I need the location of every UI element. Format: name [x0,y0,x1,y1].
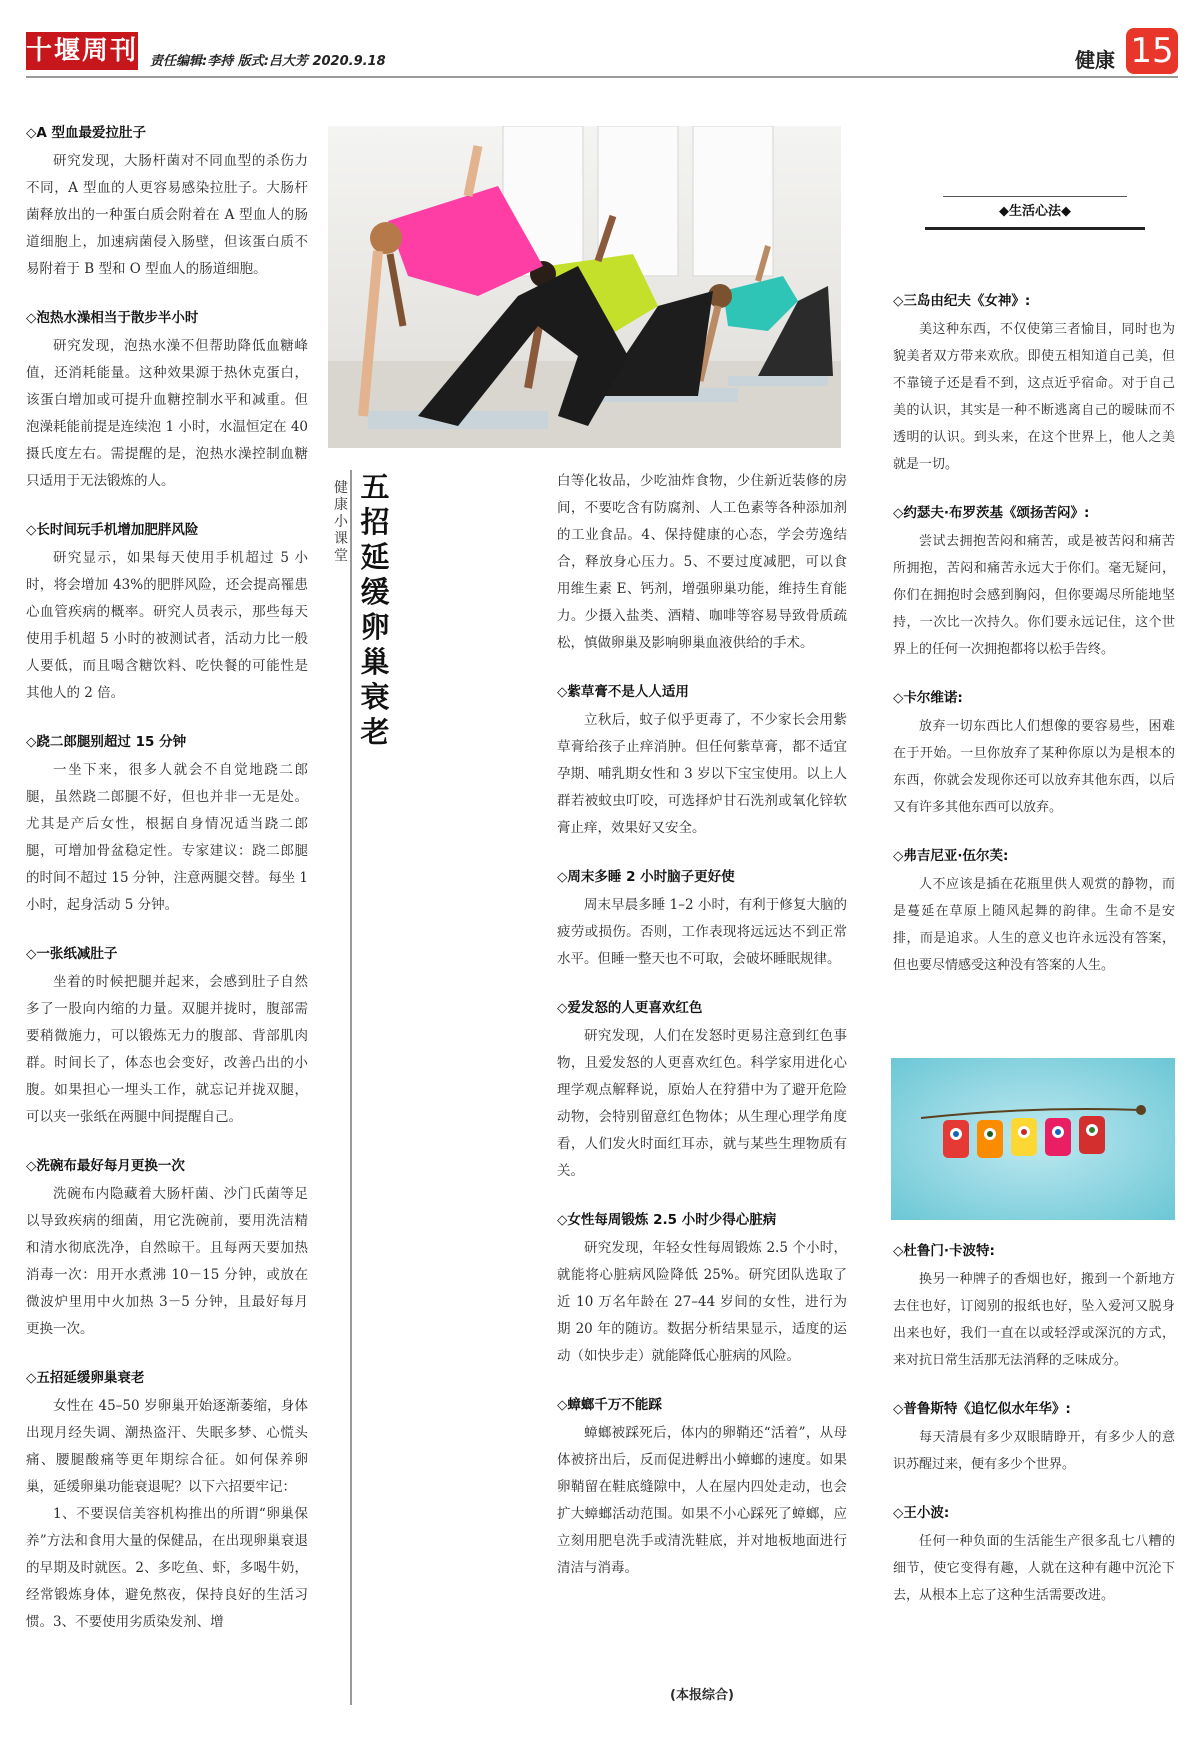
article-heading: ◇女性每周锻炼 2.5 小时少得心脏病 [557,1212,777,1228]
quote-author: ◇王小波: [893,1505,950,1521]
article-body: 研究显示，如果每天使用手机超过 5 小时，将会增加 43%的肥胖风险，还会提高罹患心血管疾病的概率。研究人员表示，那些每天使用手机超 5 小时的被测试者，活动力比一般人要低，而且喝含糖饮料、吃快餐的可能性是其他人的 2 倍。 [26,550,308,701]
article-comfrey-ointment [557,681,847,842]
quote-author: ◇卡尔维诺: [893,690,963,706]
article-heading: ◇五招延缓卵巢衰老 [26,1370,145,1386]
article-heading: ◇爱发怒的人更喜欢红色 [557,1000,703,1016]
article-anger-red [557,997,847,1185]
yoga-photo [328,126,841,448]
article-body: 坐着的时候把腿并起来，会感到肚子自然多了一股向内缩的力量。双腿并拢时，腹部需要稍微施力，可以锻炼无力的腹部、背部肌肉群。时间长了，体态也会变好，改善凸出的小腹。如果担心一埋头工作，就忘记并拢双腿，可以夹一张纸在两腿中间提醒自己。 [26,974,308,1125]
article-weekend-sleep [557,866,847,973]
column-divider [350,470,352,1705]
article-body: 蟑螂被踩死后，体内的卵鞘还“活着”，从母体被挤出后，反而促进孵出小蟑螂的速度。如果卵鞘留在鞋底缝隙中，人在屋内四处走动，也会扩大蟑螂活动范围。如果不小心踩死了蟑螂，应立刻用肥皂洗手或清洗鞋底，并对地板地面进行清洁与消毒。 [557,1425,847,1576]
article-body: 一坐下来，很多人就会不自觉地跷二郎腿，虽然跷二郎腿不好，但也并非一无是处。尤其是产后女性，根据自身情况适当跷二郎腿，可增加骨盆稳定性。专家建议：跷二郎腿的时间不超过 15 分钟，注意两腿交替。每坐 1 小时，起身活动 5 分钟。 [26,762,308,913]
article-ovary-continued [557,468,847,657]
quote-calvino [893,687,1175,821]
article-cockroach [557,1394,847,1582]
middle-column [557,468,847,1606]
masthead-logo: 十堰周刊 [26,32,138,70]
quote-text: 放弃一切东西比人们想像的要容易些，困难在于开始。一旦你放弃了某种你原以为是根本的东西，你就会发现你还可以放弃其他东西，以后又有许多其他东西可以放弃。 [893,719,1175,815]
carp-flags-photo [891,1058,1175,1220]
article-dish-cloth [26,1155,308,1343]
article-heading: ◇一张纸减肚子 [26,946,118,962]
quote-woolf [893,845,1175,979]
article-body: 研究发现，年轻女性每周锻炼 2.5 个小时，就能将心脏病风险降低 25%。研究团队选取了近 10 万名年龄在 27–44 岁间的女性，进行为期 20 年的随访。数据分析结果显示，适度的运动（如快步走）就能降低心脏病的风险。 [557,1240,847,1364]
article-crossed-legs [26,731,308,919]
source-note: (本报综合) [670,1688,734,1703]
header-rule-bottom [925,227,1145,230]
article-heading: ◇A 型血最爱拉肚子 [26,125,147,141]
article-paper-belly [26,943,308,1131]
article-body: 白等化妆品，少吃油炸食物，少住新近装修的房间，不要吃含有防腐剂、人工色素等各种添加剂的工业食品。4、保持健康的心态，学会劳逸结合，释放身心压力。5、不要过度减肥，可以食用维生素 E、钙剂，增强卵巢功能，维持生育能力。少摄入盐类、酒精、咖啡等容易导致骨质疏松，慎做卵巢及影响卵巢血液供给的手术。 [557,473,847,651]
feature-title-vertical: 五招延缓卵巢衰老 [360,470,390,749]
quote-text: 每天清晨有多少双眼睛睁开，有多少人的意识苏醒过来，便有多少个世界。 [893,1430,1175,1472]
article-heading: ◇周末多睡 2 小时脑子更好使 [557,869,735,885]
article-body: 洗碗布内隐藏着大肠杆菌、沙门氏菌等足以导致疾病的细菌，用它洗碗前，要用洗洁精和清水彻底洗净，自然晾干。且每两天要加热消毒一次：用开水煮沸 10－15 分钟，或放在微波炉里用中火加热 3－5 分钟，且最好每月更换一次。 [26,1186,308,1337]
section-label: 健康 [1075,48,1115,72]
article-body: 周末早晨多睡 1–2 小时，有利于修复大脑的疲劳或损伤。否则，工作表现将远远达不到正常水平。但睡一整天也不可取，会破坏睡眠规律。 [557,897,847,967]
quote-text: 尝试去拥抱苦闷和痛苦，或是被苦闷和痛苦所拥抱，苦闷和痛苦永远大于你们。毫无疑问，你们在拥抱时会感到胸闷，但你要竭尽所能地坚持，一次比一次持久。你们要永远记住，这个世界上的任何一次拥抱都将以松手告终。 [893,534,1175,657]
quote-author: ◇杜鲁门·卡波特: [893,1243,995,1259]
quote-capote [893,1240,1175,1374]
life-wisdom-title: ◆生活心法◆ [999,204,1071,219]
article-blood-type [26,122,308,283]
quote-author: ◇三岛由纪夫《女神》: [893,293,1031,309]
quote-mishima [893,290,1175,478]
quote-author: ◇约瑟夫·布罗茨基《颂扬苦闷》: [893,505,1090,521]
article-women-exercise [557,1209,847,1370]
life-wisdom-header [925,196,1145,230]
article-heading: ◇蟑螂千万不能踩 [557,1397,662,1413]
article-hot-bath [26,307,308,495]
page-number-badge: 15 [1126,28,1178,74]
article-heading: ◇紫草膏不是人人适用 [557,684,689,700]
article-body: 研究发现，泡热水澡不但帮助降低血糖峰值，还消耗能量。这种效果源于热休克蛋白，该蛋白增加或可提升血糖控制水平和减重。但泡澡耗能前提是连续泡 1 小时，水温恒定在 40 摄氏度左右。需提醒的是，泡热水澡控制血糖只适用于无法锻炼的人。 [26,338,308,489]
article-body: 研究发现，人们在发怒时更易注意到红色事物，且爱发怒的人更喜欢红色。科学家用进化心理学观点解释说，原始人在狩猎中为了避开危险动物，会特别留意红色物体；从生理心理学角度看，人们发火时面红耳赤，就与某些生理物质有关。 [557,1028,847,1179]
article-heading: ◇跷二郎腿别超过 15 分钟 [26,734,187,750]
quote-text: 换另一种牌子的香烟也好，搬到一个新地方去住也好，订阅别的报纸也好，坠入爱河又脱身出来也好，我们一直在以或轻浮或深沉的方式，来对抗日常生活那无法消释的乏味成分。 [893,1272,1175,1368]
quote-author: ◇弗吉尼亚·伍尔芙: [893,848,1009,864]
article-phone-obesity [26,519,308,707]
right-column-lower [893,1240,1175,1633]
column-label-vertical: 健康小课堂 [334,480,348,564]
quote-proust [893,1398,1175,1478]
article-body: 立秋后，蚊子似乎更毒了，不少家长会用紫草膏给孩子止痒消肿。但任何紫草膏，都不适宜孕期、哺乳期女性和 3 岁以下宝宝使用。以上人群若被蚊虫叮咬，可选择炉甘石洗剂或氧化锌软膏止痒，效果好又安全。 [557,712,847,836]
article-heading: ◇泡热水澡相当于散步半小时 [26,310,199,326]
article-heading: ◇洗碗布最好每月更换一次 [26,1158,185,1174]
quote-text: 人不应该是插在花瓶里供人观赏的静物，而是蔓延在草原上随风起舞的韵律。生命不是安排，而是追求。人生的意义也许永远没有答案，但也要尽情感受这种没有答案的人生。 [893,877,1175,973]
article-heading: ◇长时间玩手机增加肥胖风险 [26,522,199,538]
quote-wang-xiaobo [893,1502,1175,1609]
quote-author: ◇普鲁斯特《追忆似水年华》: [893,1401,1071,1417]
article-body: 女性在 45–50 岁卵巢开始逐渐萎缩，身体出现月经失调、潮热盗汗、失眠多梦、心慌头痛、腰腿酸痛等更年期综合征。如何保养卵巢，延缓卵巢功能衰退呢？以下六招要牢记： [26,1398,308,1495]
quote-text: 任何一种负面的生活能生产很多乱七八糟的细节，使它变得有趣，人就在这种有趣中沉沦下去，从根本上忘了这种生活需要改进。 [893,1534,1175,1603]
masthead-rule [26,76,1178,78]
article-ovary [26,1367,308,1636]
article-body: 1、不要误信美容机构推出的所谓“卵巢保养”方法和食用大量的保健品，在出现卵巢衰退的早期及时就医。2、多吃鱼、虾，多喝牛奶，经常锻炼身体，避免熬夜，保持良好的生活习惯。3、不要使用劣质染发剂、增 [26,1506,308,1630]
right-column [893,290,1175,1003]
quote-brodsky [893,502,1175,663]
quote-text: 美这种东西，不仅使第三者愉目，同时也为貌美者双方带来欢欣。即使五相知道自己美，但不靠镜子还是看不到，这点近乎宿命。对于自己美的认识，其实是一种不断逃离自己的暧昧而不透明的认识。到头来，在这个世界上，他人之美就是一切。 [893,322,1175,472]
editor-info: 责任编辑:李持 版式:吕大芳 2020.9.18 [150,54,386,69]
article-body: 研究发现，大肠杆菌对不同血型的杀伤力不同，A 型血的人更容易感染拉肚子。大肠杆菌释放出的一种蛋白质会附着在 A 型血人的肠道细胞上，加速病菌侵入肠壁，但该蛋白质不易附着于 B 型和 O 型血人的肠道细胞。 [26,153,308,277]
left-column [26,122,308,1660]
